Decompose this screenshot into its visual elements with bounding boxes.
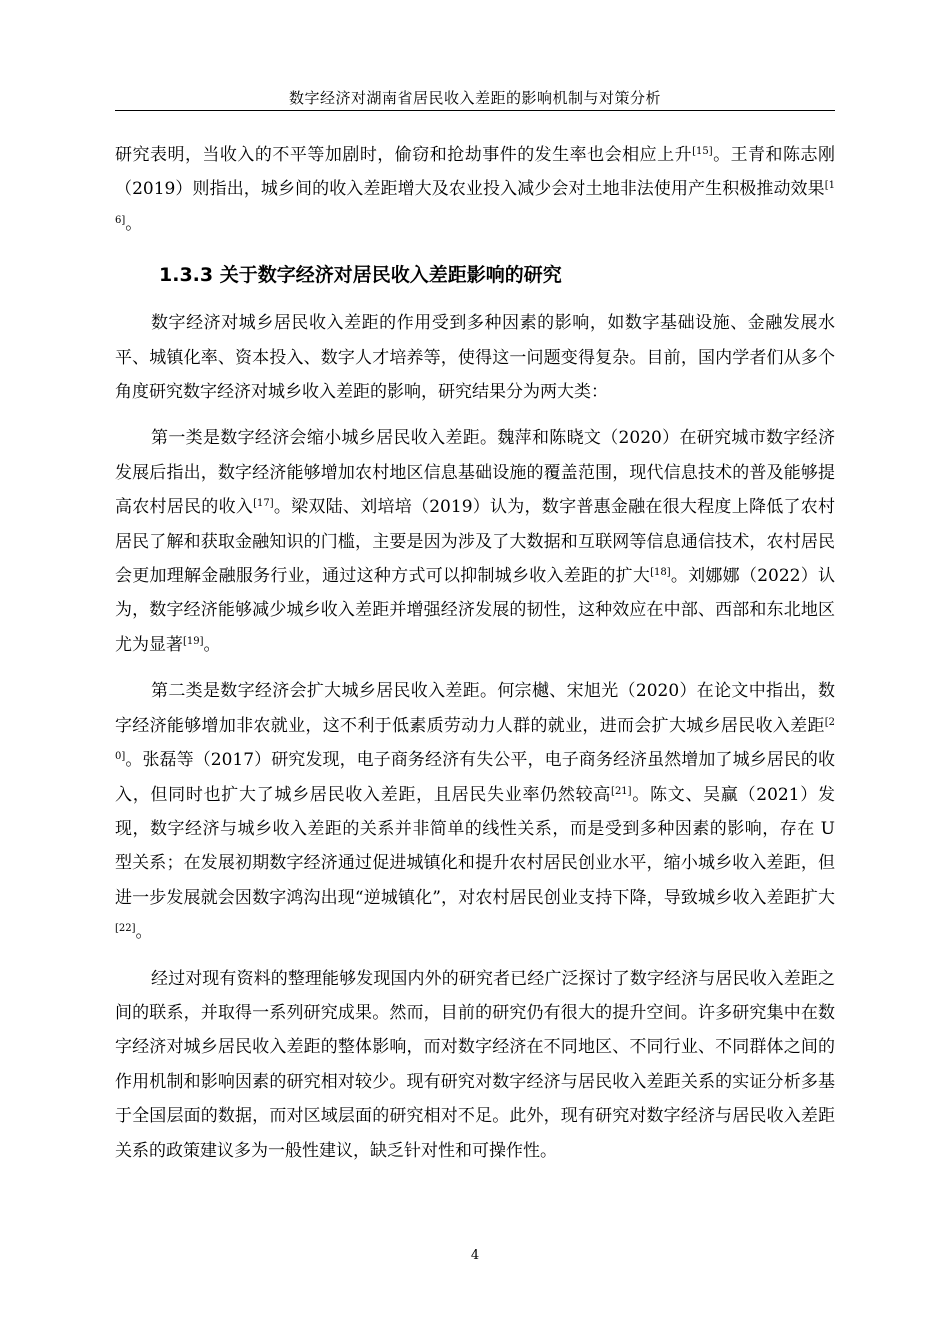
citation-ref[interactable]: [21] — [611, 785, 632, 797]
header-rule — [115, 110, 835, 111]
paragraph-text: 。 — [203, 634, 221, 655]
paragraph-intro — [115, 306, 835, 409]
citation-ref[interactable]: [16] — [115, 180, 835, 226]
paragraph-text: 。王青和陈志刚（2019）则指出，城乡间的收入差距增大及农业投入减少会对土地非法使用产生积极推动效果 — [115, 145, 836, 200]
paragraph-text: 第二类是数字经济会扩大城乡居民收入差距。何宗樾、宋旭光（2020）在论文中指出，数字经济能够增加非农就业，这不利于低素质劳动力人群的就业，进而会扩大城乡居民收入差距 — [115, 681, 835, 736]
citation-ref[interactable]: [19] — [183, 635, 204, 647]
paragraph-text: 。 — [125, 213, 143, 234]
page-body — [115, 138, 835, 1168]
paragraph-text: 。张磊等（2017）研究发现，电子商务经济有失公平，电子商务经济虽然增加了城乡居民的收入，但同时也扩大了城乡居民收入差距，且居民失业率仍然较高 — [115, 750, 835, 805]
paragraph-text: 经过对现有资料的整理能够发现国内外的研究者已经广泛探讨了数字经济与居民收入差距之间的联系，并取得一系列研究成果。然而，目前的研究仍有很大的提升空间。许多研究集中在数字经济对城乡居民收入差距的整体影响，而对数字经济在不同地区、不同行业、不同群体之间的作用机制和影响因素的研究相对较少。现有研究对数字经济与居民收入差距关系的实证分析多基于全国层面的数据，而对区域层面的研究相对不足。此外，现有研究对数字经济与居民收入差距关系的政策建议多为一般性建议，缺乏针对性和可操作性。 — [115, 968, 835, 1161]
running-header: 数字经济对湖南省居民收入差距的影响机制与对策分析 — [288, 89, 661, 107]
paragraph-narrowing-view — [115, 421, 835, 662]
paragraph-continuation — [115, 138, 835, 241]
citation-ref[interactable]: [20] — [115, 716, 835, 763]
paragraph-widening-view — [115, 674, 835, 949]
section-heading: 1.3.3 关于数字经济对居民收入差距影响的研究 — [159, 264, 562, 287]
paragraph-summary — [115, 962, 835, 1168]
citation-ref[interactable]: [18] — [650, 567, 671, 579]
paragraph-text: 。刘娜娜（2022）认为，数字经济能够减少城乡收入差距并增强经济发展的韧性，这种效应在中部、西部和东北地区尤为显著 — [115, 566, 835, 655]
paragraph-text: 第一类是数字经济会缩小城乡居民收入差距。魏萍和陈晓文（2020）在研究城市数字经济发展后指出，数字经济能够增加农村地区信息基础设施的覆盖范围，现代信息技术的普及能够提高农村居民的收入 — [115, 428, 835, 518]
paragraph-text: 数字经济对城乡居民收入差距的作用受到多种因素的影响，如数字基础设施、金融发展水平、城镇化率、资本投入、数字人才培养等，使得这一问题变得复杂。目前，国内学者们从多个角度研究数字经济对城乡收入差距的影响，研究结果分为两大类： — [115, 313, 835, 403]
paragraph-text: 。 — [135, 922, 153, 943]
paragraph-text: 。梁双陆、刘培培（2019）认为，数字普惠金融在很大程度上降低了农村居民了解和获取金融知识的门槛，主要是因为涉及了大数据和互联网等信息通信技术，农村居民会更加理解金融服务行业，通过这种方式可以抑制城乡收入差距的扩大 — [115, 497, 835, 587]
citation-ref[interactable]: [22] — [115, 923, 136, 935]
paragraph-text: 研究表明，当收入的不平等加剧时，偷窃和抢劫事件的发生率也会相应上升 — [115, 145, 693, 165]
paragraph-text: 。陈文、吴赢（2021）发现，数字经济与城乡收入差距的关系并非简单的线性关系，而是受到多种因素的影响，存在 U 型关系；在发展初期数字经济通过促进城镇化和提升农村居民创业水平，缩小城乡收入差距，但进一步发展就会因数字鸿沟出现“逆城镇化”，对农村居民创业支持下降，导致城乡收入差距扩大 — [115, 784, 836, 908]
citation-ref[interactable]: [17] — [253, 498, 274, 510]
citation-ref[interactable]: [15] — [692, 146, 713, 157]
page-number: 4 — [470, 1248, 480, 1263]
